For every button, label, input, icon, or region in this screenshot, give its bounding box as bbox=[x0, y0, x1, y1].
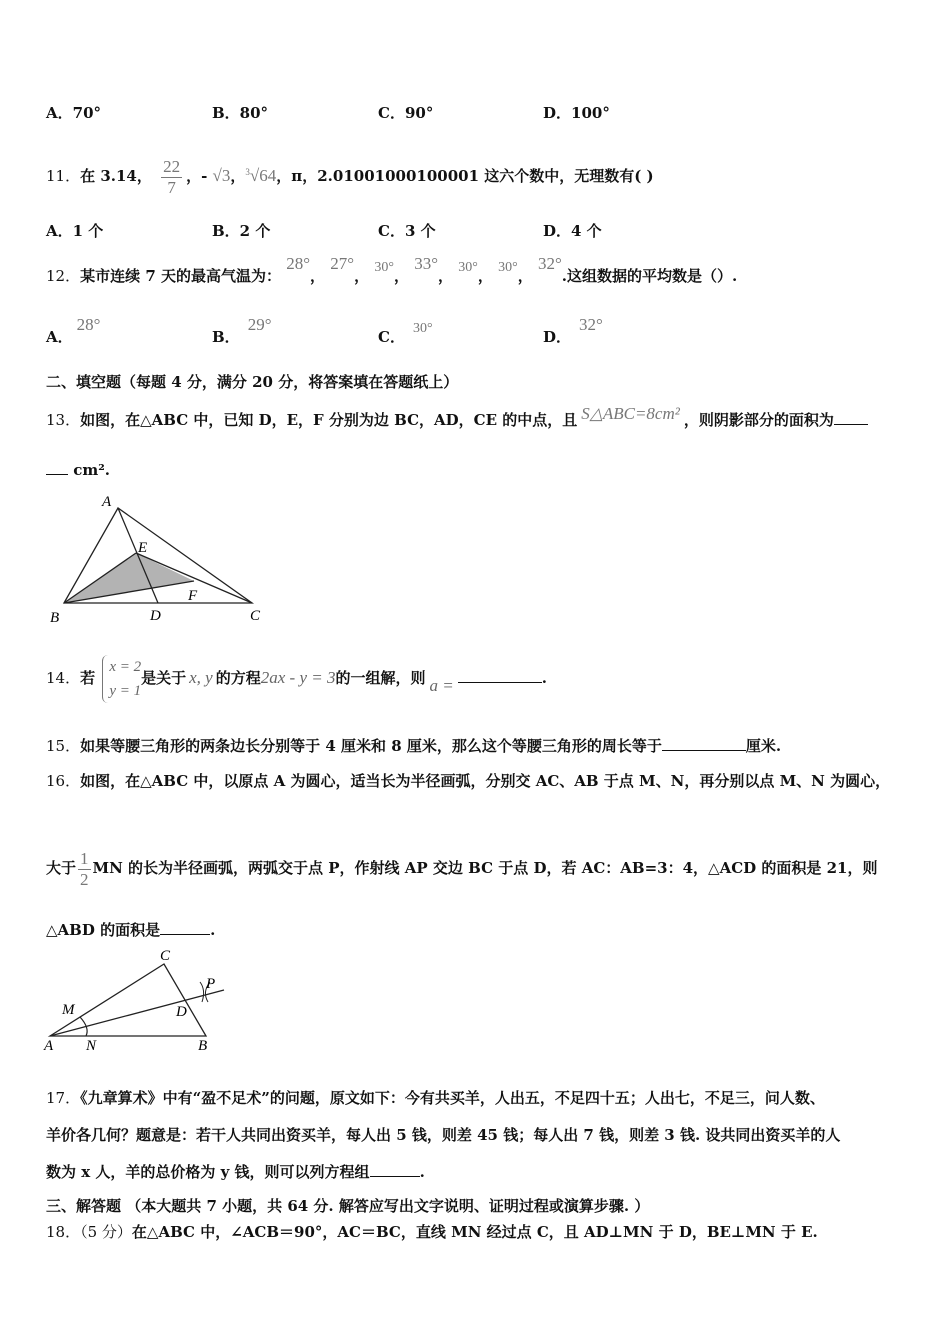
q16-text-3b: . bbox=[210, 921, 216, 939]
q11-number: 11． bbox=[46, 167, 81, 185]
q12-text-1: 某市连续 7 天的最高气温为： bbox=[80, 267, 281, 285]
q13-label-f: F bbox=[188, 588, 198, 604]
q15-text-1: 如果等腰三角形的两条边长分别等于 4 厘米和 8 厘米，那么这个等腰三角形的周长等于 bbox=[80, 737, 662, 755]
q10-option-b: B．80° bbox=[212, 104, 269, 122]
q17-line-1: 《九章算术》中有“盈不足术”的问题，原文如下：今有共买羊，人出五，不足四十五；人出七，不足三，问人数、 bbox=[80, 1089, 825, 1107]
q12-option-d-value: 32° bbox=[579, 315, 603, 334]
q12-option-c-value: 30° bbox=[412, 321, 433, 336]
q16-text-big: 大于 bbox=[46, 859, 77, 877]
q16-label-m: M bbox=[62, 1002, 75, 1018]
q16-text-3a: △ABD 的面积是 bbox=[46, 921, 161, 939]
q11-option-a: A．1 个 bbox=[46, 222, 104, 240]
q11-text-4: ，π，2.01001000100001 这六个数中，无理数有( ) bbox=[276, 167, 654, 185]
question-11 bbox=[46, 136, 654, 212]
q10-option-c: C．90° bbox=[378, 104, 434, 122]
q11-option-d: D．4 个 bbox=[543, 222, 602, 240]
q15-answer-blank bbox=[662, 750, 746, 751]
q12-temp-6: 30° bbox=[498, 260, 518, 275]
q15-number: 15． bbox=[46, 737, 81, 755]
q11-sqrt3: √3 bbox=[212, 166, 231, 185]
q16-answer-blank bbox=[160, 934, 210, 935]
q13-label-b: B bbox=[50, 610, 60, 626]
question-18 bbox=[46, 1222, 818, 1242]
q18-text: 在△ABC 中，∠ACB＝90°，AC＝BC，直线 MN 经过点 C，且 AD⊥MN 于 D，BE⊥MN 于 E. bbox=[131, 1223, 818, 1241]
q14-number: 14． bbox=[46, 669, 81, 687]
q11-cbrt-index: 3 bbox=[245, 167, 250, 177]
q12-temp-7: 32° bbox=[537, 254, 562, 273]
q16-line-2-wrap bbox=[46, 830, 878, 906]
q12-option-b-letter: B． bbox=[212, 328, 240, 346]
q16-line-2: MN 的长为半径画弧，两弧交于点 P，作射线 AP 交边 BC 于点 D，若 AC：AB=3：4，△ACD 的面积是 21，则 bbox=[92, 859, 878, 877]
q12-temp-3: 30° bbox=[374, 260, 394, 275]
q16-number: 16． bbox=[46, 772, 81, 790]
q13-area: S△ABC=8cm² bbox=[581, 404, 680, 423]
q16-fraction bbox=[78, 849, 91, 890]
q17-text-3b: . bbox=[419, 1163, 425, 1181]
q12-temp-5: 30° bbox=[458, 260, 478, 275]
q13-number: 13． bbox=[46, 411, 81, 429]
q13-unit: cm². bbox=[73, 461, 111, 479]
q12-text-2: .这组数据的平均数是（）. bbox=[561, 267, 738, 285]
q13-shaded-region bbox=[64, 553, 194, 603]
q16-ray-ap bbox=[50, 990, 224, 1036]
q12-option-b bbox=[212, 315, 272, 347]
q14-text-3: 的方程 bbox=[215, 669, 261, 687]
q16-arc-p1 bbox=[200, 982, 204, 1002]
q12-sep: ， bbox=[477, 267, 493, 285]
q18-number: 18． bbox=[46, 1223, 81, 1241]
q14-vars: x, y bbox=[189, 668, 213, 687]
q16-triangle-figure bbox=[40, 944, 240, 1056]
q13-line-2 bbox=[46, 460, 110, 480]
q16-label-n: N bbox=[86, 1038, 97, 1054]
q17-answer-blank bbox=[370, 1176, 420, 1177]
q12-option-a-value: 28° bbox=[76, 315, 101, 334]
q17-text-3a: 数为 x 人，羊的总价格为 y 钱，则可以列方程组 bbox=[46, 1163, 370, 1181]
q10-option-d: D．100° bbox=[543, 104, 610, 122]
q16-frac-den: 2 bbox=[80, 869, 89, 889]
q12-temp-1: 28° bbox=[286, 254, 311, 273]
q16-label-b: B bbox=[198, 1038, 208, 1054]
q14-equation: 2ax - y = 3 bbox=[260, 668, 336, 687]
q13-label-e: E bbox=[138, 540, 148, 556]
q16-label-c: C bbox=[160, 948, 171, 964]
q16-frac-num: 1 bbox=[80, 848, 89, 868]
q11-frac-den: 7 bbox=[167, 177, 176, 197]
q13-label-c: C bbox=[250, 608, 261, 624]
q12-number: 12． bbox=[46, 267, 81, 285]
q13-label-a: A bbox=[102, 494, 112, 510]
q16-line-3 bbox=[46, 920, 215, 940]
question-13 bbox=[46, 404, 868, 430]
q12-option-c bbox=[378, 321, 433, 347]
q14-eq-y: y = 1 bbox=[109, 683, 142, 699]
q12-option-a-letter: A． bbox=[46, 328, 73, 346]
q17-number: 17． bbox=[46, 1089, 81, 1107]
q12-temp-4: 33° bbox=[414, 254, 439, 273]
q12-sep: ， bbox=[354, 267, 370, 285]
section-3-title: 三、解答题 （本大题共 7 小题，共 64 分. 解答应写出文字说明、证明过程或演算步骤. ） bbox=[46, 1197, 650, 1215]
q12-sep: ， bbox=[438, 267, 454, 285]
q10-option-a: A．70° bbox=[46, 104, 102, 122]
question-16 bbox=[46, 771, 890, 791]
q12-sep: ， bbox=[517, 267, 533, 285]
q13-triangle-figure bbox=[40, 490, 280, 630]
q12-option-b-value: 29° bbox=[247, 315, 272, 334]
q13-text-2: ，则阴影部分的面积为 bbox=[683, 411, 834, 429]
question-14 bbox=[46, 650, 547, 706]
q14-text-1: 若 bbox=[80, 669, 96, 687]
q16-label-a: A bbox=[44, 1038, 54, 1054]
q12-sep: ， bbox=[393, 267, 409, 285]
q11-text-3: ， bbox=[230, 167, 246, 185]
q15-text-2: 厘米. bbox=[745, 737, 782, 755]
q17-line-2: 羊价各几何？题意是：若干人共同出资买羊，每人出 5 钱，则差 45 钱；每人出 7 钱，则差 3 钱. 设共同出资买羊的人 bbox=[46, 1126, 841, 1144]
q14-text-2: 是关于 bbox=[141, 669, 187, 687]
question-17 bbox=[46, 1088, 825, 1108]
q14-eq-x: x = 2 bbox=[109, 659, 142, 675]
q14-answer-blank bbox=[458, 682, 542, 683]
q11-fraction bbox=[161, 157, 182, 198]
q16-line-1: 如图，在△ABC 中，以原点 A 为圆心，适当长为半径画弧，分别交 AC、AB 于点 M、N，再分别以点 M、N 为圆心， bbox=[80, 772, 891, 790]
question-12 bbox=[46, 252, 737, 302]
q14-a: a = bbox=[429, 676, 454, 695]
q12-temp-2: 27° bbox=[330, 254, 355, 273]
q11-cbrt64: √64 bbox=[249, 166, 277, 185]
q11-text-1: 在 3.14， bbox=[80, 167, 152, 185]
q12-option-d-letter: D． bbox=[543, 328, 572, 346]
q11-option-c: C．3 个 bbox=[378, 222, 436, 240]
q11-text-2: ，- bbox=[186, 167, 213, 185]
q16-label-p: P bbox=[206, 976, 216, 992]
question-15 bbox=[46, 736, 781, 756]
q14-text-4: 的一组解，则 bbox=[335, 669, 426, 687]
q12-sep: ， bbox=[310, 267, 326, 285]
q14-system bbox=[102, 655, 141, 703]
q12-option-c-letter: C． bbox=[378, 328, 405, 346]
q13-text-1: 如图，在△ABC 中，已知 D，E，F 分别为边 BC，AD，CE 的中点，且 bbox=[80, 411, 578, 429]
q17-line-3 bbox=[46, 1162, 425, 1182]
q16-triangle-abc bbox=[50, 964, 206, 1036]
q13-label-d: D bbox=[150, 608, 161, 624]
q16-label-d: D bbox=[176, 1004, 187, 1020]
q18-score: （5 分） bbox=[80, 1223, 132, 1241]
q12-option-d bbox=[543, 315, 603, 347]
q13-answer-blank bbox=[834, 424, 868, 425]
q13-answer-blank-cont bbox=[46, 474, 68, 475]
q12-option-a bbox=[46, 315, 101, 347]
q11-option-b: B．2 个 bbox=[212, 222, 271, 240]
q14-text-5: . bbox=[541, 669, 547, 687]
q11-frac-num: 22 bbox=[163, 156, 181, 176]
section-2-title: 二、填空题（每题 4 分，满分 20 分，将答案填在答题纸上） bbox=[46, 373, 459, 391]
